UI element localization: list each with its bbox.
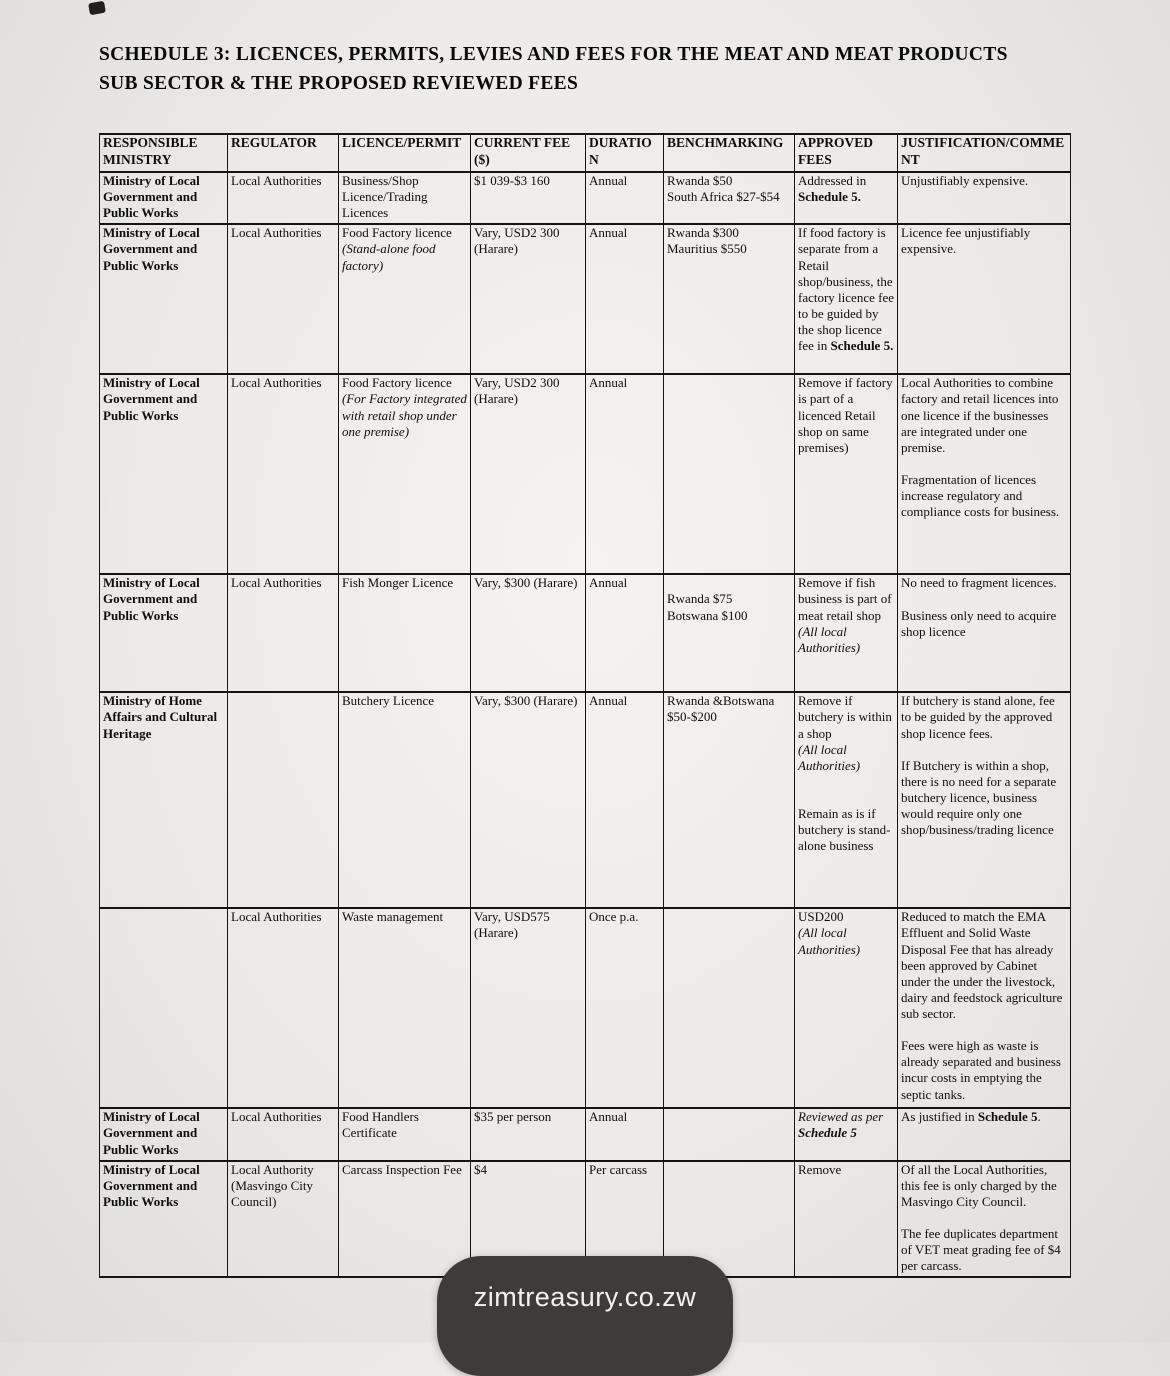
table-cell: Local Authorities xyxy=(228,908,339,1108)
table-cell: No need to fragment licences. Business only need to acquire shop licence xyxy=(898,574,1071,692)
table-cell: Business/Shop Licence/Trading Licences xyxy=(339,172,471,224)
column-header: APPROVED FEES xyxy=(795,134,898,172)
table-cell: Once p.a. xyxy=(586,908,664,1108)
table-cell xyxy=(100,908,228,1108)
table-cell: Vary, USD2 300 (Harare) xyxy=(471,374,586,574)
table-cell: Vary, USD2 300 (Harare) xyxy=(471,224,586,374)
column-header: DURATION xyxy=(586,134,664,172)
column-header: CURRENT FEE ($) xyxy=(471,134,586,172)
table-cell: Reduced to match the EMA Effluent and Solid Waste Disposal Fee that has already been approved by Cabinet under the under the livestock, dairy and feedstock agriculture sub sector. Fees were high as waste is already separated and business incur costs in emptying the septic tanks. xyxy=(898,908,1071,1108)
table-cell: Local Authorities xyxy=(228,224,339,374)
table-cell xyxy=(664,908,795,1108)
table-row xyxy=(100,574,1071,692)
table-row xyxy=(100,224,1071,374)
table-cell: $35 per person xyxy=(471,1108,586,1160)
table-cell: Remove if factory is part of a licenced Retail shop on same premises) xyxy=(795,374,898,574)
table-cell: Unjustifiably expensive. xyxy=(898,172,1071,224)
watermark-text: zimtreasury.co.zw xyxy=(473,1282,697,1312)
table-cell: Rwanda $300 Mauritius $550 xyxy=(664,224,795,374)
table-cell: Annual xyxy=(586,574,664,692)
table-cell: Carcass Inspection Fee xyxy=(339,1161,471,1278)
table-cell: Local Authorities xyxy=(228,172,339,224)
corner-mark xyxy=(88,1,106,16)
table-cell: Local Authorities xyxy=(228,1108,339,1160)
table-cell: Ministry of Local Government and Public Works xyxy=(100,374,228,574)
table-cell: Rwanda $50 South Africa $27-$54 xyxy=(664,172,795,224)
table-cell: Vary, $300 (Harare) xyxy=(471,574,586,692)
table-cell: Fish Monger Licence xyxy=(339,574,471,692)
table-cell: Addressed in Schedule 5. xyxy=(795,172,898,224)
table-row xyxy=(100,908,1071,1108)
table-cell: Per carcass xyxy=(586,1161,664,1278)
column-header: LICENCE/PERMIT xyxy=(339,134,471,172)
table-cell: Remove xyxy=(795,1161,898,1278)
table-cell: Annual xyxy=(586,172,664,224)
fees-table xyxy=(99,133,1071,1278)
table-cell: Annual xyxy=(586,692,664,908)
table-cell: Annual xyxy=(586,224,664,374)
header-row xyxy=(100,134,1071,172)
table-cell: Local Authorities xyxy=(228,574,339,692)
table-cell: Ministry of Local Government and Public Works xyxy=(100,1108,228,1160)
table-row xyxy=(100,172,1071,224)
table-row xyxy=(100,374,1071,574)
document-title: SCHEDULE 3: LICENCES, PERMITS, LEVIES AND FEES FOR THE MEAT AND MEAT PRODUCTS SUB SECTOR & THE PROPOSED REVIEWED FEES xyxy=(99,44,1008,95)
table-cell: Reviewed as per Schedule 5 xyxy=(795,1108,898,1160)
table-cell: Of all the Local Authorities, this fee is only charged by the Masvingo City Council. The fee duplicates department of VET meat grading fee of $4 per carcass. xyxy=(898,1161,1071,1278)
table-cell: Ministry of Local Government and Public Works xyxy=(100,172,228,224)
table-cell: Food Factory licence (Stand-alone food factory) xyxy=(339,224,471,374)
table-cell: Ministry of Local Government and Public Works xyxy=(100,574,228,692)
table-cell: Annual xyxy=(586,1108,664,1160)
watermark-pill xyxy=(437,1256,733,1376)
table-cell: If food factory is separate from a Retail shop/business, the factory licence fee to be guided by the shop licence fee in Schedule 5. xyxy=(795,224,898,374)
table-cell: Remove if fish business is part of meat retail shop (All local Authorities) xyxy=(795,574,898,692)
table-cell: Waste management xyxy=(339,908,471,1108)
column-header: JUSTIFICATION/COMMENT xyxy=(898,134,1071,172)
table-cell: Ministry of Local Government and Public Works xyxy=(100,1161,228,1278)
table-cell: Local Authorities to combine factory and retail licences into one licence if the businesses are integrated under one premise. Fragmentation of licences increase regulatory and compliance costs for business. xyxy=(898,374,1071,574)
table-cell xyxy=(664,374,795,574)
table-cell: Ministry of Local Government and Public Works xyxy=(100,224,228,374)
table-cell: $1 039-$3 160 xyxy=(471,172,586,224)
column-header: REGULATOR xyxy=(228,134,339,172)
table-cell: USD200 (All local Authorities) xyxy=(795,908,898,1108)
column-header: BENCHMARKING xyxy=(664,134,795,172)
table-cell: As justified in Schedule 5. xyxy=(898,1108,1071,1160)
table-cell: Rwanda &Botswana $50-$200 xyxy=(664,692,795,908)
table-cell: Vary, $300 (Harare) xyxy=(471,692,586,908)
table-cell: Butchery Licence xyxy=(339,692,471,908)
table-cell: Local Authorities xyxy=(228,374,339,574)
table-cell: Local Authority (Masvingo City Council) xyxy=(228,1161,339,1278)
table-cell: $4 xyxy=(471,1161,586,1278)
table-cell xyxy=(664,1108,795,1160)
table-row xyxy=(100,692,1071,908)
fees-table-body xyxy=(100,172,1071,1277)
table-cell: If butchery is stand alone, fee to be guided by the approved shop licence fees. If Butchery is within a shop, there is no need for a separate butchery licence, business would require only one shop/business/trading licence xyxy=(898,692,1071,908)
table-cell: Annual xyxy=(586,374,664,574)
table-row xyxy=(100,1108,1071,1160)
table-cell: Licence fee unjustifiably expensive. xyxy=(898,224,1071,374)
table-cell: Remove if butchery is within a shop (All local Authorities) Remain as is if butchery is stand-alone business xyxy=(795,692,898,908)
table-cell: Food Factory licence (For Factory integrated with retail shop under one premise) xyxy=(339,374,471,574)
table-cell: Ministry of Home Affairs and Cultural Heritage xyxy=(100,692,228,908)
table-cell: Food Handlers Certificate xyxy=(339,1108,471,1160)
table-cell: Rwanda $75 Botswana $100 xyxy=(664,574,795,692)
table-cell xyxy=(228,692,339,908)
column-header: RESPONSIBLE MINISTRY xyxy=(100,134,228,172)
table-cell: Vary, USD575 (Harare) xyxy=(471,908,586,1108)
